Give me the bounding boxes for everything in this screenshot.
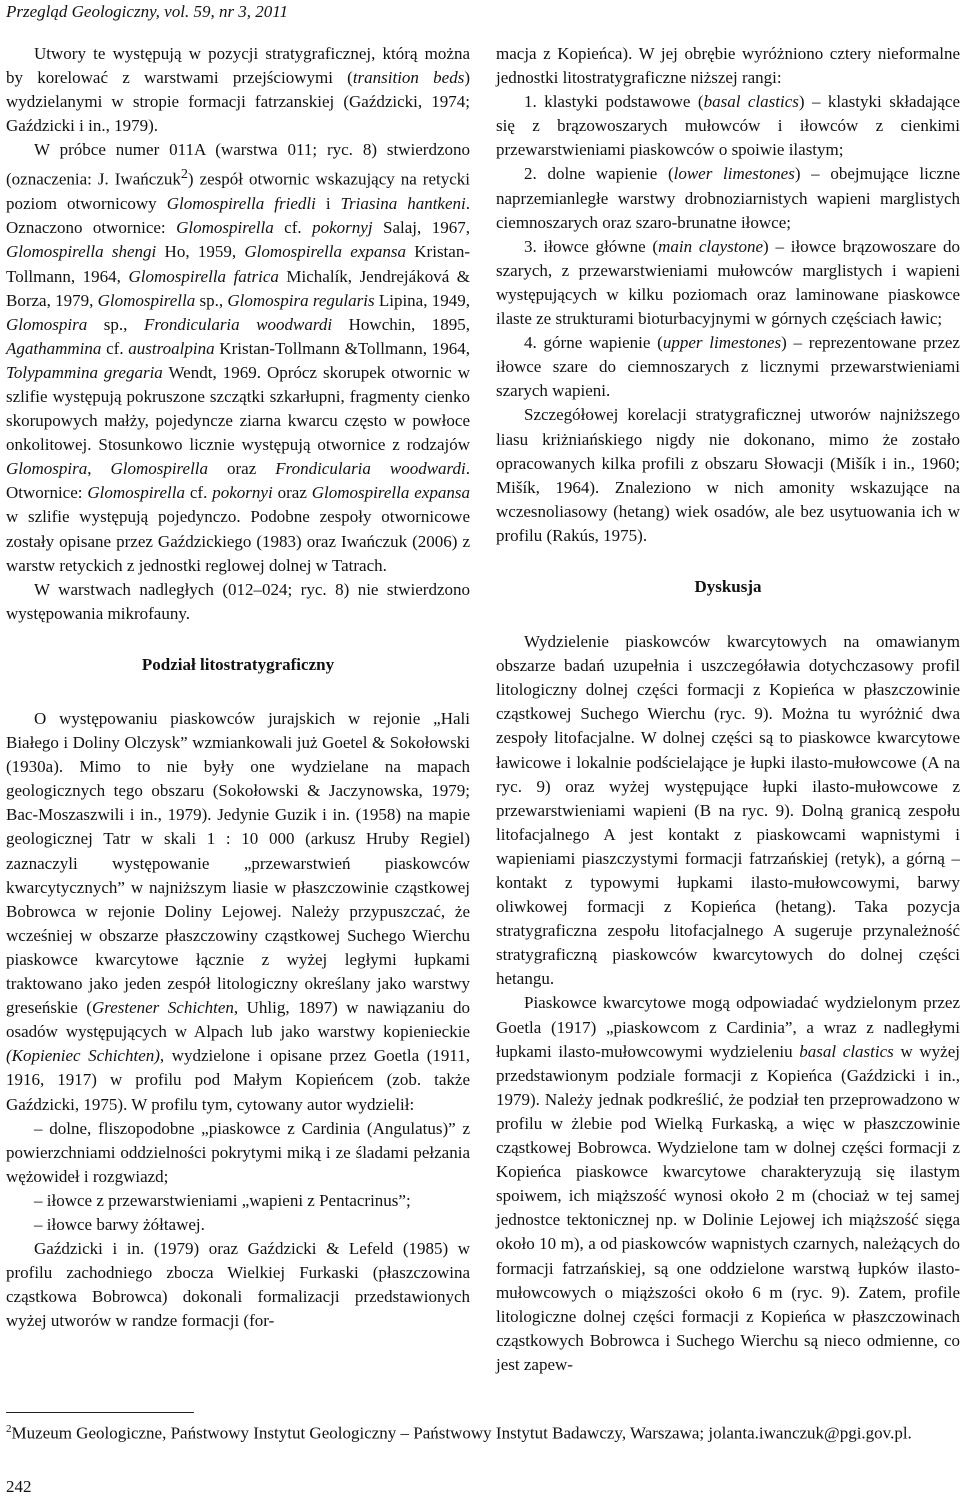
footnote-rule (6, 1412, 194, 1413)
footnote-mark: 2 (6, 1423, 12, 1435)
right-paragraph: 1. klastyki podstawowe (basal clastics) – klastyki składające się z brązowoszarych mułowców i iłowców z cienkimi przewarstwieniami piaskowców o spoiwie ilastym; (496, 92, 960, 160)
left-column (6, 42, 470, 1333)
left-paragraph: – iłowce z przewarstwieniami „wapieni z Pentacrinus”; (34, 1190, 411, 1210)
left-paragraph: Gaździcki i in. (1979) oraz Gaździcki & Lefeld (1985) w profilu zachodniego zbocza Wielkiej Furkaski (płaszczowina cząstkowa Bobrowca) dokonali formalizacji przedstawionych wyżej utworów w randze formacji (for- (6, 1239, 470, 1331)
section-heading: Podział litostratygraficzny (141, 654, 335, 674)
page-number: 242 (6, 1477, 32, 1496)
running-header: Przegląd Geologiczny, vol. 59, nr 3, 2011 (6, 2, 289, 21)
section-heading: Dyskusja (694, 576, 762, 596)
left-paragraph: – dolne, fliszopodobne „piaskowce z Cardinia (Angulatus)” z powierzchniami oddzielności pokrytymi miką i ze śladami pełzania wężowideł i rozgwiazd; (6, 1118, 470, 1186)
footnote-text: Muzeum Geologiczne, Państwowy Instytut Geologiczny – Państwowy Instytut Badawczy, Warszawa; jolanta.iwanczuk@pgi.gov.pl. (11, 1423, 912, 1443)
right-paragraph: Piaskowce kwarcytowe mogą odpowiadać wydzielonym przez Goetla (1917) „piaskowcom z Cardinia”, a wraz z nadległymi łupkami ilasto-mułowcowymi wydzieleniu basal clastics w wyżej przedstawionym podziale formacji z Kopieńca (Gaździcki i in., 1979). Należy jednak podkreślić, że podział ten przeprowadzono w profilu w żlebie pod Wielką Furkaską, a więc w płaszczowinie cząstkowej Bobrowca. Wydzielone tam w dolnej części formacji z Kopieńca piaskowce kwarcytowe charakteryzują się ilastym spoiwem, ich miąższość wynosi około 2 m (chociaż w tej samej jednostce tektonicznej np. w Dolinie Lejowej ich miąższość sięga około 10 m), a od piaskowców wapnistych czarnych, należących do formacji fatrzańskiej, są one oddzielone warstwą łupków ilasto-mułowcowych o miąższości około 6 m (ryc. 9). Zatem, profile litologiczne dolnej części formacji z Kopieńca w płaszczowinach cząstkowych Bobrowca i Suchego Wierchu są nieco odmienne, co jest zapew- (496, 993, 960, 1374)
left-paragraph: W próbce numer 011A (warstwa 011; ryc. 8) stwierdzono (oznaczenia: J. Iwańczuk$^2$) zespół otwornic wskazujący na retycki poziom otwornicowy Glomospirella friedli i Triasina hantkeni. Oznaczono otwornice: Glomospirella cf. pokornyj Salaj, 1967, Glomospirella shengi Ho, 1959, Glomospirella expansa Kristan-Tollmann, 1964, Glomospirella fatrica Michalík, Jendrejáková & Borza, 1979, Glomospirella sp., Glomospira regularis Lipina, 1949, Glomospira sp., Frondicularia woodwardi Howchin, 1895, Agathammina cf. austroalpina Kristan-Tollmann &Tollmann, 1964, Tolypammina gregaria Wendt, 1969. Oprócz skorupek otwornic w szlifie występują pokruszone szczątki szkarłupni, fragmenty cienko skorupowych małży, pojedyncze ziarna kwarcu często w powłoce onkolitowej. Stosunkowo licznie występują otwornice z rodzajów Glomospira, Glomospirella oraz Frondicularia woodwardi. Otwornice: Glomospirella cf. pokornyi oraz Glomospirella expansa w szlifie występują pojedynczo. Podobne zespoły otwornicowe zostały opisane przez Gaździckiego (1983) oraz Iwańczuk (2006) z warstw retyckich z jednostki reglowej dolnej w Tatrach. (6, 140, 471, 575)
right-paragraph: macja z Kopieńca). W jej obrębie wyróżniono cztery nieformalne jednostki litostratygraficzne niższej rangi: (496, 44, 960, 88)
right-paragraph: Wydzielenie piaskowców kwarcytowych na omawianym obszarze badań uzupełnia i uszczegóławia dotychczasowy profil litologiczny dolnej części formacji z Kopieńca w płaszczowinie cząstkowej Suchego Wierchu (ryc. 9). Można tu wyróżnić dwa zespoły litofacjalne. W dolnej części są to piaskowce kwarcytowe ławicowe i lokalnie podścielające je łupki ilasto-mułowcowe (A na ryc. 9) oraz wyżej występujące łupki ilasto-mułowcowe z przewarstwieniami wapieni (B na ryc. 9). Dolną granicą zespołu litofacjalnego A jest kontakt z piaskowcami wapnistymi i wapieniami piaszczystymi formacji fatrzańskiej (retyk), a górną – kontakt z typowymi łupkami ilasto-mułowcowymi, barwy oliwkowej formacji z Kopieńca (hetang). Taka pozycja stratygraficzna zespołu litofacjalnego A sugeruje przynależność stratygraficzną piaskowców kwarcytowych do dolnej części hetangu. (496, 632, 960, 989)
right-paragraph: 3. iłowce główne (main claystone) – iłowce brązowoszare do szarych, z przewarstwieniami mułowców marglistych i wapieni występujących w kilku poziomach oraz laminowane piaskowce ilaste ze strukturami bioturbacyjnymi w górnych częściach ławic; (496, 236, 960, 329)
right-paragraph: Szczegółowej korelacji stratygraficznej utworów najniższego liasu kriżniańskiego nigdy nie dokonano, mimo że zostało opracowanych kilka profili z obszaru Słowacji (Mišík i in., 1960; Mišík, 1964). Znaleziono w nich amonity wskazujące na wczesnoliasowy (hetang) wiek osadów, ale bez usytuowania ich w profilu (Rakús, 1975). (496, 405, 960, 545)
right-paragraph: 4. górne wapienie (upper limestones) – reprezentowane przez iłowce szare do ciemnoszarych z licznymi przewarstwieniami szarych wapieni. (496, 333, 960, 401)
left-paragraph: Utwory te występują w pozycji stratygraficznej, którą można by korelować z warstwami przejściowymi (transition beds) wydzielanymi w stropie formacji fatrzanskiej (Gaździcki, 1974; Gaździcki i in., 1979). (6, 44, 470, 136)
left-paragraph: W warstwach nadległych (012–024; ryc. 8) nie stwierdzono występowania mikrofauny. (6, 579, 470, 623)
left-paragraph: O występowaniu piaskowców jurajskich w rejonie „Hali Białego i Doliny Olczysk” wzmiankowali już Goetel & Sokołowski (1930a). Mimo to nie były one wydzielane na mapach geologicznych tego obszaru (Sokołowski & Jaczynowska, 1979; Bac-Moszaszwili i in., 1979). Jedynie Guzik i in. (1958) na mapie geologicznej Tatr w skali 1 : 10 000 (arkusz Hruby Regiel) zaznaczyli występowanie „przewarstwień piaskowców kwarcytycznych” w najniższym liasie w płaszczowinie cząstkowej Bobrowca w rejonie Doliny Lejowej. Należy przypuszczać, że wcześniej w obszarze płaszczowiny cząstkowej Suchego Wierchu piaskowce kwarcytowe łącznie z wyżej ległymi łupkami traktowano jako jeden zespół litologiczny określany jako warstwy greseńskie (Grestener Schichten, Uhlig, 1897) w nawiązaniu do osadów występujących w Alpach lub jako warstwy kopienieckie (Kopieniec Schichten), wydzielone i opisane przez Goetla (1911, 1916, 1917) w profilu pod Małym Kopieńcem (zob. także Gaździcki, 1975). W profilu tym, cytowany autor wydzielił: (6, 709, 471, 1114)
right-paragraph: 2. dolne wapienie (lower limestones) – obejmujące liczne naprzemianległe warstwy drobnoziarnistych wapieni marglistych ciemnoszarych oraz szaro-brunatne iłowce; (496, 164, 960, 232)
footnote (6, 1418, 960, 1445)
right-column (496, 42, 960, 1377)
left-paragraph: – iłowce barwy żółtawej. (34, 1214, 205, 1234)
